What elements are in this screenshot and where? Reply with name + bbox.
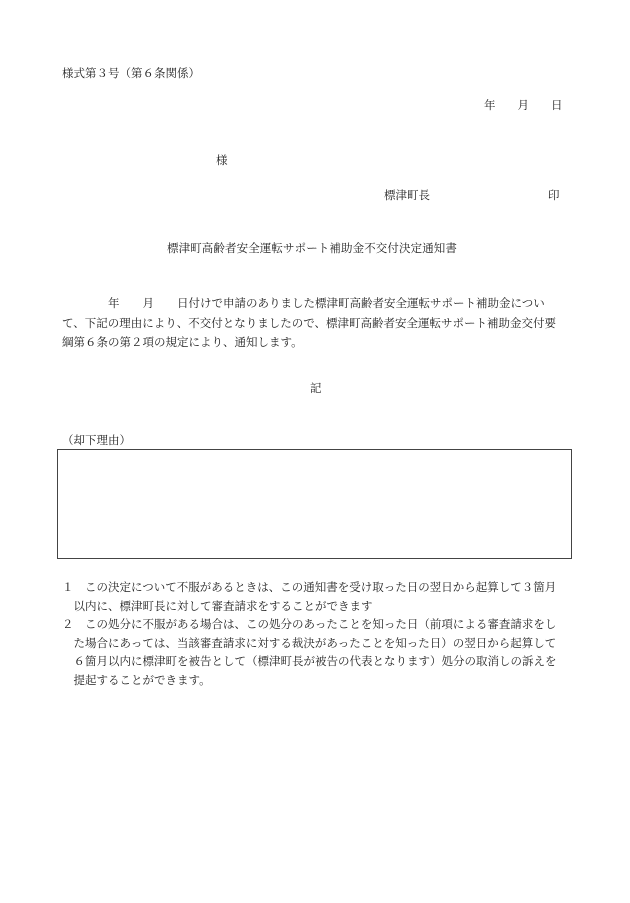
body-text bbox=[62, 294, 582, 353]
date-year: 年 bbox=[484, 98, 496, 112]
body-line: 年 月 日付けで申請のありました標津町高齢者安全運転サポート補助金につい bbox=[62, 296, 545, 310]
body-line: て、下記の理由により、不交付となりましたので、標津町高齢者安全運転サポート補助金交付要 bbox=[62, 315, 557, 330]
reason-label: （却下理由） bbox=[62, 433, 131, 447]
form-number: 様式第３号（第６条関係） bbox=[62, 66, 200, 80]
note-line: ２ この処分に不服がある場合は、この処分のあったことを知った日（前項による審査請求をし bbox=[62, 617, 557, 631]
note-line: １ この決定について不服があるときは、この通知書を受け取った日の翌日から起算して３箇月 bbox=[62, 580, 557, 594]
seal-mark: 印 bbox=[548, 188, 560, 202]
note-line: 以内に、標津町長に対して審査請求をすることができます bbox=[62, 598, 373, 613]
issuer-name: 標津町長 bbox=[384, 188, 430, 202]
recipient-suffix: 様 bbox=[216, 153, 228, 167]
reason-box bbox=[57, 449, 572, 559]
date-day: 日 bbox=[551, 98, 563, 112]
date-line bbox=[484, 100, 563, 112]
note-line: 提起することができます。 bbox=[62, 672, 211, 687]
body-line: 綱第６条の第２項の規定により、通知します。 bbox=[62, 335, 303, 349]
notes bbox=[62, 578, 582, 689]
document-title: 標津町高齢者安全運転サポート補助金不交付決定通知書 bbox=[167, 241, 457, 255]
ki-heading: 記 bbox=[310, 381, 322, 395]
note-line: た場合にあっては、当該審査請求に対する裁決があったことを知った日）の翌日から起算して bbox=[62, 635, 557, 650]
note-line: ６箇月以内に標津町を被告として（標津町長が被告の代表となります）処分の取消しの訴えを bbox=[62, 654, 557, 668]
date-month: 月 bbox=[517, 98, 529, 112]
